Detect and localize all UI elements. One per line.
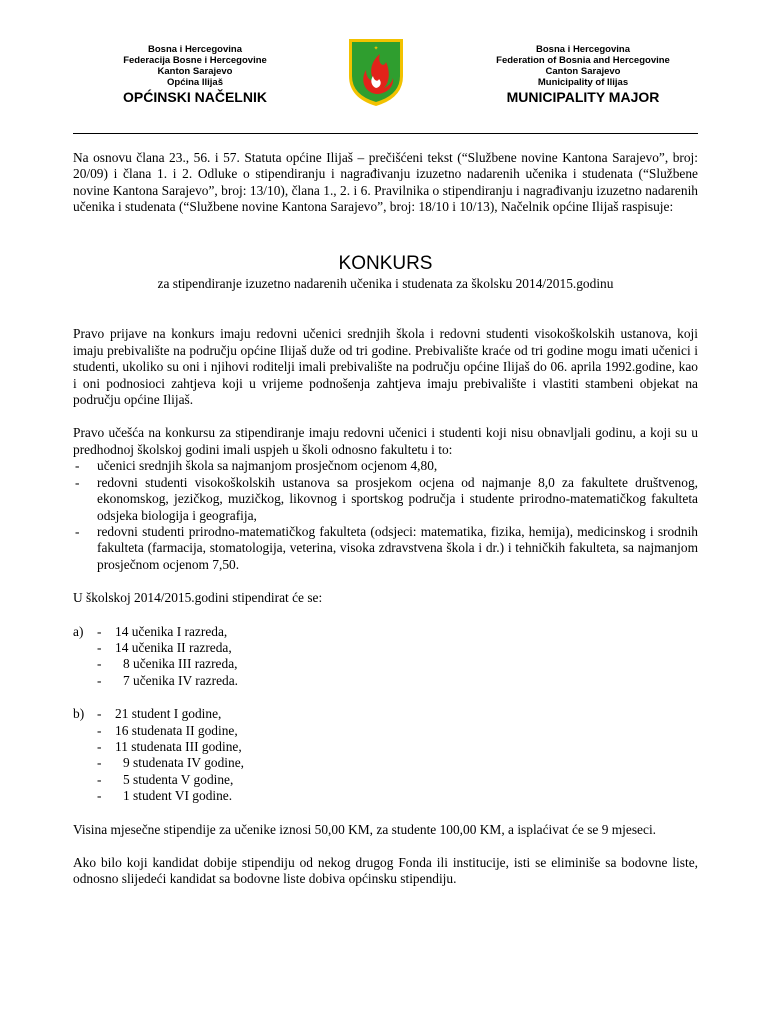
students-group [73,706,698,804]
letterhead-line: Federation of Bosnia and Hercegovine [496,55,670,66]
letterhead-title-right: MUNICIPALITY MAJOR [506,89,660,105]
municipality-crest-logo [346,36,406,108]
letterhead-line: Canton Sarajevo [545,66,621,77]
stipend-amount-paragraph: Visina mjesečne stipendije za učenike iznosi 50,00 KM, za studente 100,00 KM, a isplaćivat će se 9 mjeseci. [73,821,657,837]
letterhead-right [478,44,688,103]
letterhead-line: Federacija Bosne i Hercegovine [123,55,267,66]
header-divider [73,133,698,134]
criteria-item: - redovni studenti visokoškolskih ustanova sa prosjekom ocjena od najmanje 8,0 za fakultete društvenog, ekonomskog, jezičkog, muzičkog, likovnog i sportskog područja i studente prirodno-matematičkog fakulteta odsjeka biologija i geografija, [73,475,698,524]
criteria-list [73,458,698,573]
letterhead-left [90,44,300,103]
list-item: - 9 studenata IV godine, [97,755,244,771]
elimination-paragraph: Ako bilo koji kandidat dobije stipendiju od nekog drugog Fonda ili institucije, isti se eliminiše sa bodovne liste, odnosno slijedeći kandidat sa bodovne liste dobiva općinsku stipendiju. [73,855,698,887]
document-title: KONKURS [338,252,433,274]
group-label: a) [73,623,84,639]
criteria-item: - učenici srednjih škola sa najmanjom prosječnom ocjenom 4,80, [73,458,698,474]
list-item: - 21 student I godine, [97,706,222,722]
list-item: - 8 učenika III razreda, [97,656,238,672]
list-item: - 14 učenika II razreda, [97,639,232,655]
participation-paragraph: Pravo učešća na konkursu za stipendiranje imaju redovni učenici i studenti koji nisu obnavljali godinu, a koji su u predhodnoj školskoj godini imali uspjeh u školi odnosno fakultetu i to: [73,425,698,457]
letterhead-title-left: OPĆINSKI NAČELNIK [123,89,267,105]
svg-text:✦: ✦ [373,45,379,52]
scholarship-count-intro: U školskoj 2014/2015.godini stipendirat će se: [73,590,323,606]
letterhead [0,44,770,134]
letterhead-line: Bosna i Hercegovina [148,44,242,55]
letterhead-line: Kanton Sarajevo [157,66,233,77]
list-item: - 11 studenata III godine, [97,738,242,754]
letterhead-line: Municipality of Ilijas [537,77,629,88]
list-item: - 16 studenata II godine, [97,722,238,738]
pupils-group [73,624,698,690]
list-item: - 14 učenika I razreda, [97,623,228,639]
document-subtitle: za stipendiranje izuzetno nadarenih učenika i studenata za školsku 2014/2015.godinu [157,276,614,292]
eligibility-paragraph: Pravo prijave na konkurs imaju redovni učenici srednjih škola i redovni studenti visokoškolskih ustanova, koji imaju prebivalište na području općine Ilijaš duže od tri godine. Prebivalište kraće od tri godine mogu imati učenici i studenti, ukoliko su oni i njihovi roditelji imali prebivalište na području općine Ilijaš do 06. aprila 1992.godine, kao i oni podnosioci zahtjeva koji u vrijeme podnošenja zahtjeva imaju prebivalište i vlastiti stambeni objekat na području općine Ilijaš. [73,326,698,408]
list-item: - 7 učenika IV razreda. [97,672,238,688]
document-body [73,150,698,888]
letterhead-line: Općina Ilijaš [167,77,223,88]
letterhead-line: Bosna i Hercegovina [536,44,630,55]
list-item: - 5 studenta V godine, [97,771,234,787]
intro-paragraph: Na osnovu člana 23., 56. i 57. Statuta općine Ilijaš – prečišćeni tekst (“Službene novine Kantona Sarajevo”, broj: 20/09) i člana 1. i 2. Odluke o stipendiranju i nagrađivanju izuzetno nadarenih učenika i studenata (“Službene novine Kantona Sarajevo”, broj: 13/10), člana 1., 2. i 6. Pravilnika o stipendiranju i nagrađivanju izuzetno nadarenih učenika i studenata (“Službene novine Kantona Sarajevo”, broj: 18/10 i 10/13), Načelnik općine Ilijaš raspisuje: [73,150,698,215]
group-label: b) [73,706,85,722]
criteria-item: - redovni studenti prirodno-matematičkog fakulteta (odsjeci: matematika, fizika, hemija), medicinskog i srodnih fakulteta (farmacija, stomatologija, veterina, visoka zdravstvena škola i dr.) i tehničkih fakulteta, sa najmanjom prosječnom ocjenom 7,50. [73,524,698,573]
list-item: - 1 student VI godine. [97,788,233,804]
